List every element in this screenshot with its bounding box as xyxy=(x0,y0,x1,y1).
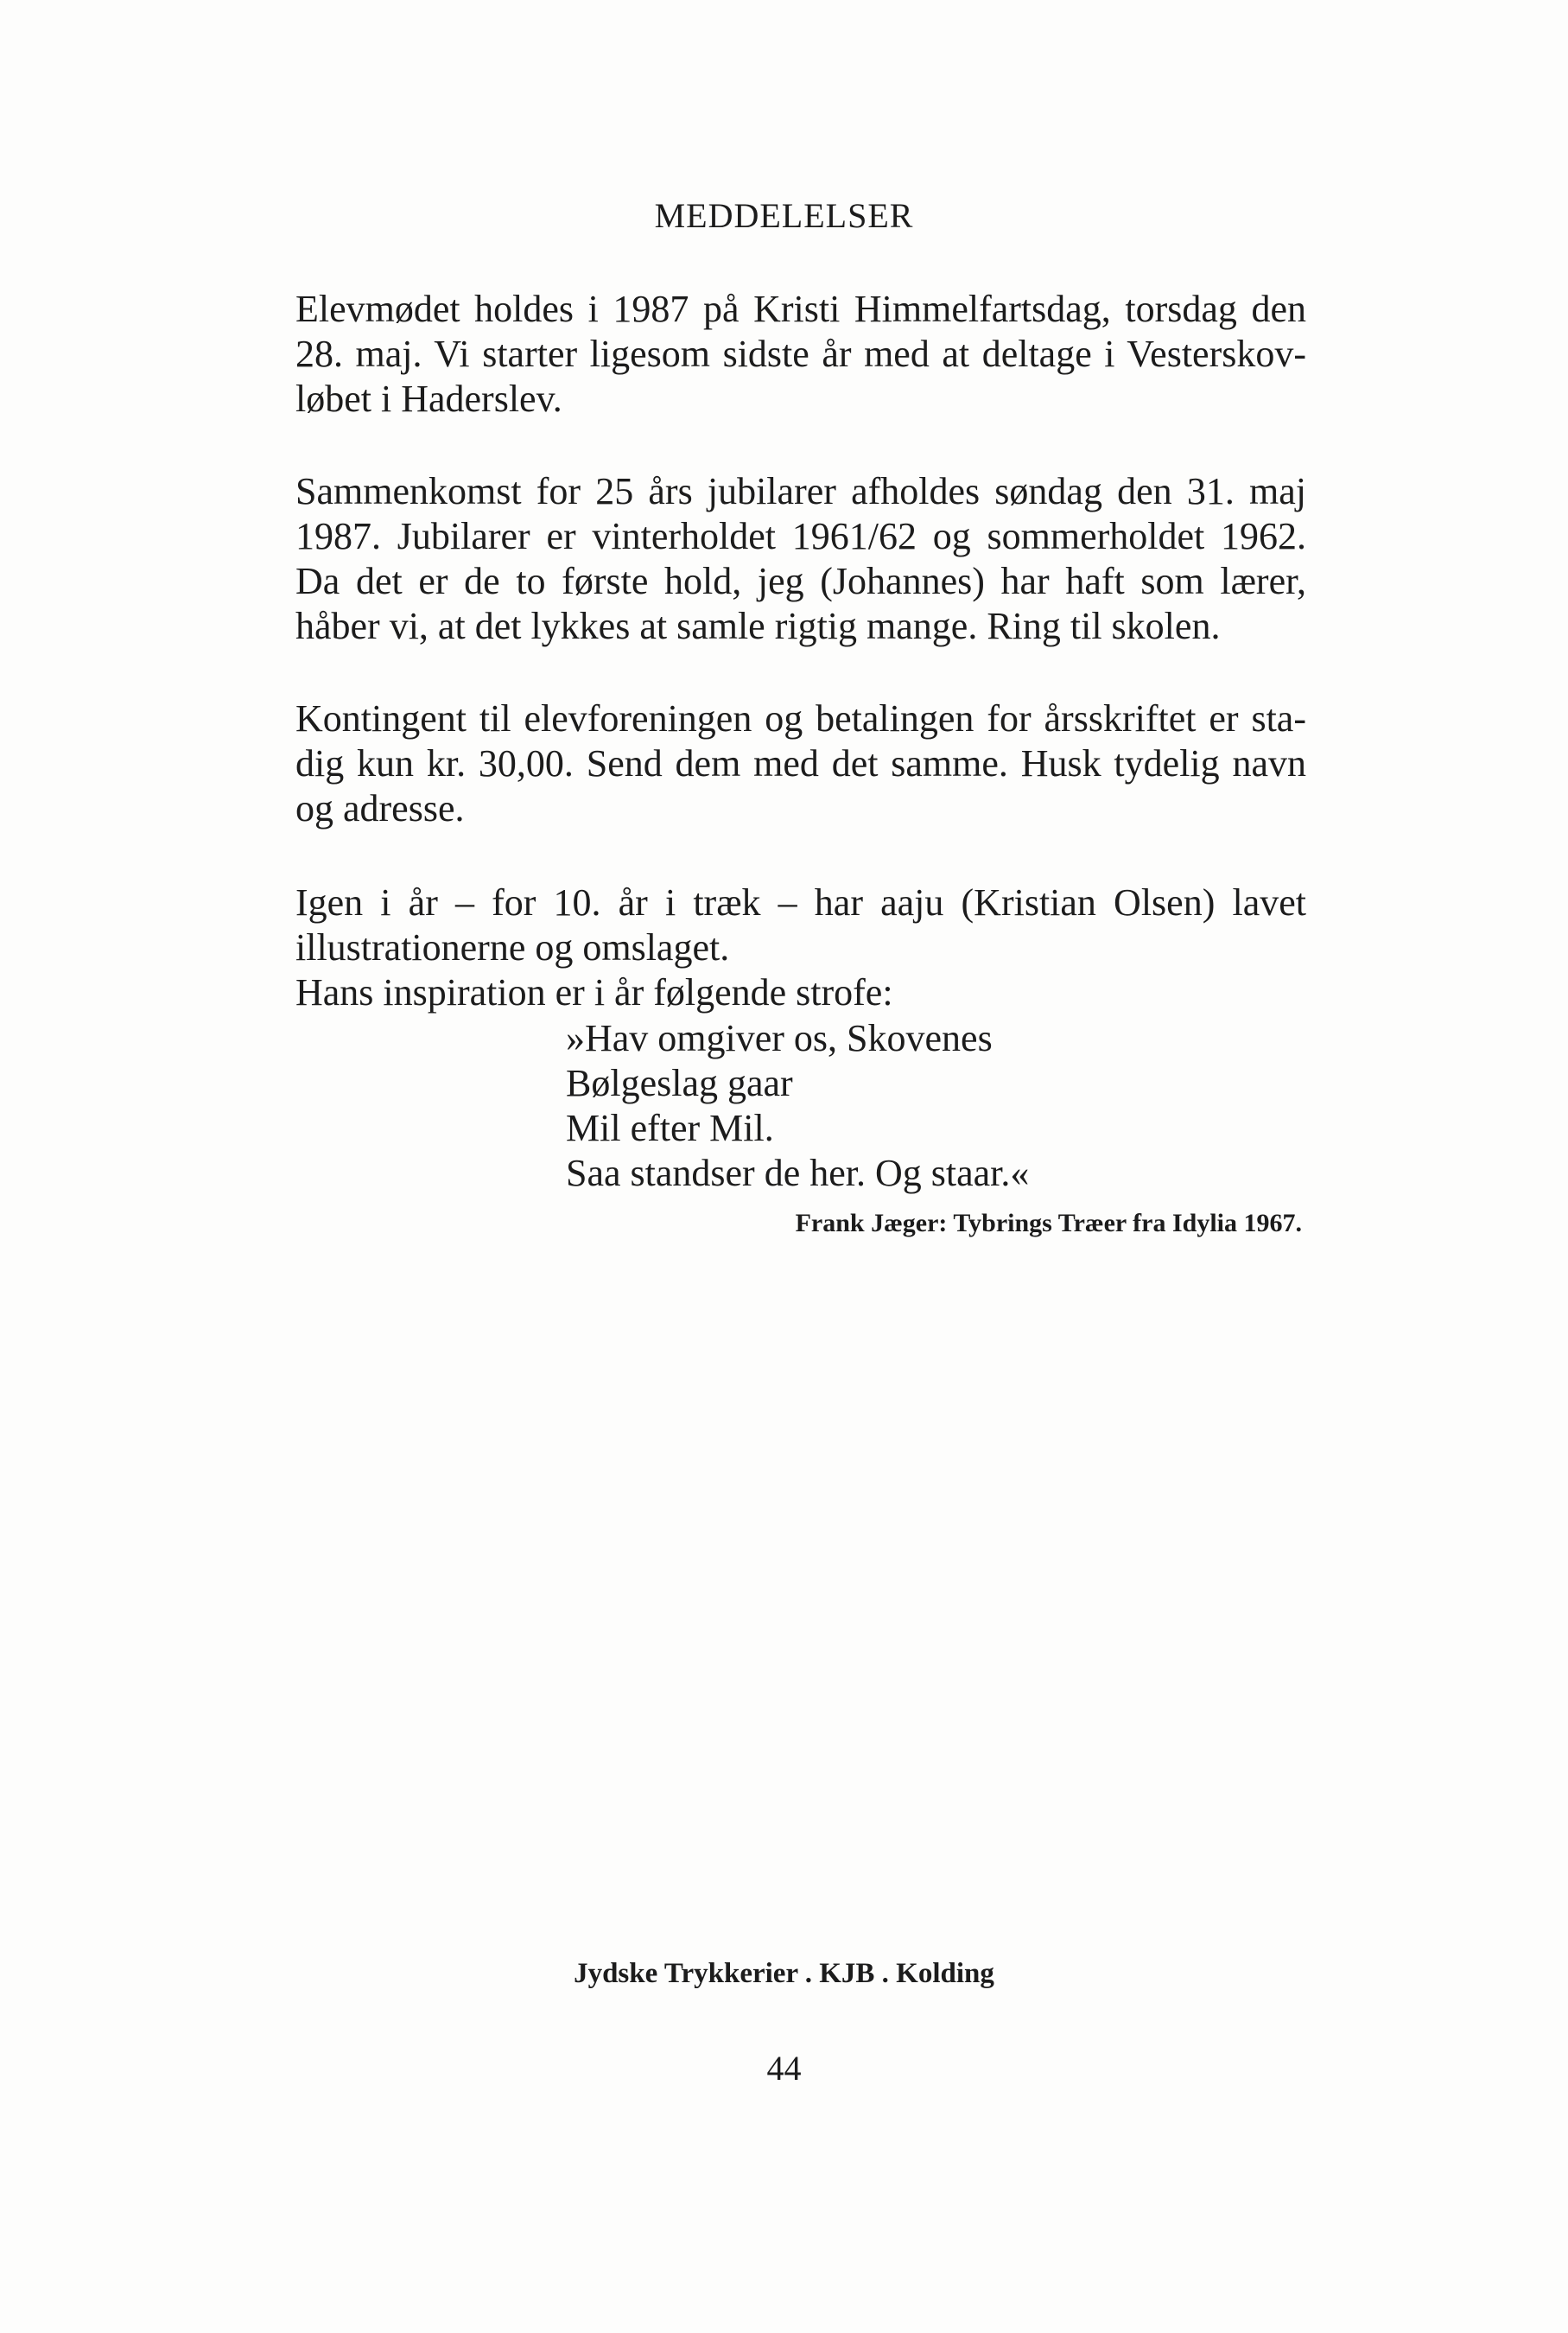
text-line: løbet i Haderslev. xyxy=(295,378,562,420)
text-line: Kontingent til elevforeningen og betalingen for årsskriftet er sta- xyxy=(295,697,1306,740)
verse-line: Bølgeslag gaar xyxy=(566,1062,793,1104)
text-line: illustrationerne og omslaget. xyxy=(295,926,730,969)
text-line: 28. maj. Vi starter ligesom sidste år med at deltage i Vesterskov- xyxy=(295,333,1306,375)
text-line: Sammenkomst for 25 års jubilarer afholdes søndag den 31. maj xyxy=(295,470,1306,512)
verse-line: Mil efter Mil. xyxy=(566,1107,774,1149)
text-line: Elevmødet holdes i 1987 på Kristi Himmelfartsdag, torsdag den xyxy=(295,288,1306,330)
paragraph-elevmodet xyxy=(295,287,1306,422)
text-line: dig kun kr. 30,00. Send dem med det samme. Husk tydelig navn xyxy=(295,742,1306,785)
page-number: 44 xyxy=(766,2049,802,2088)
paragraph-illustrationer xyxy=(295,880,1306,1015)
quote-attribution: Frank Jæger: Tybrings Træer fra Idylia 1967. xyxy=(795,1209,1302,1237)
text-line: 1987. Jubilarer er vinterholdet 1961/62 og sommerholdet 1962. xyxy=(295,515,1306,557)
text-line: Hans inspiration er i år følgende strofe: xyxy=(295,971,893,1014)
verse-quote xyxy=(566,1016,1029,1196)
verse-line: Saa standser de her. Og staar.« xyxy=(566,1152,1030,1194)
text-line: Da det er de to første hold, jeg (Johannes) har haft som lærer, xyxy=(295,560,1306,602)
text-line: Igen i år – for 10. år i træk – har aaju (Kristian Olsen) lavet xyxy=(295,881,1306,924)
text-line: og adresse. xyxy=(295,787,465,830)
paragraph-sammenkomst xyxy=(295,469,1306,649)
paragraph-kontingent xyxy=(295,696,1306,831)
verse-line: »Hav omgiver os, Skovenes xyxy=(566,1017,993,1059)
text-line: håber vi, at det lykkes at samle rigtig mange. Ring til skolen. xyxy=(295,605,1221,647)
printer-imprint: Jydske Trykkerier . KJB . Kolding xyxy=(574,1958,994,1989)
page-title: MEDDELELSER xyxy=(654,196,914,235)
